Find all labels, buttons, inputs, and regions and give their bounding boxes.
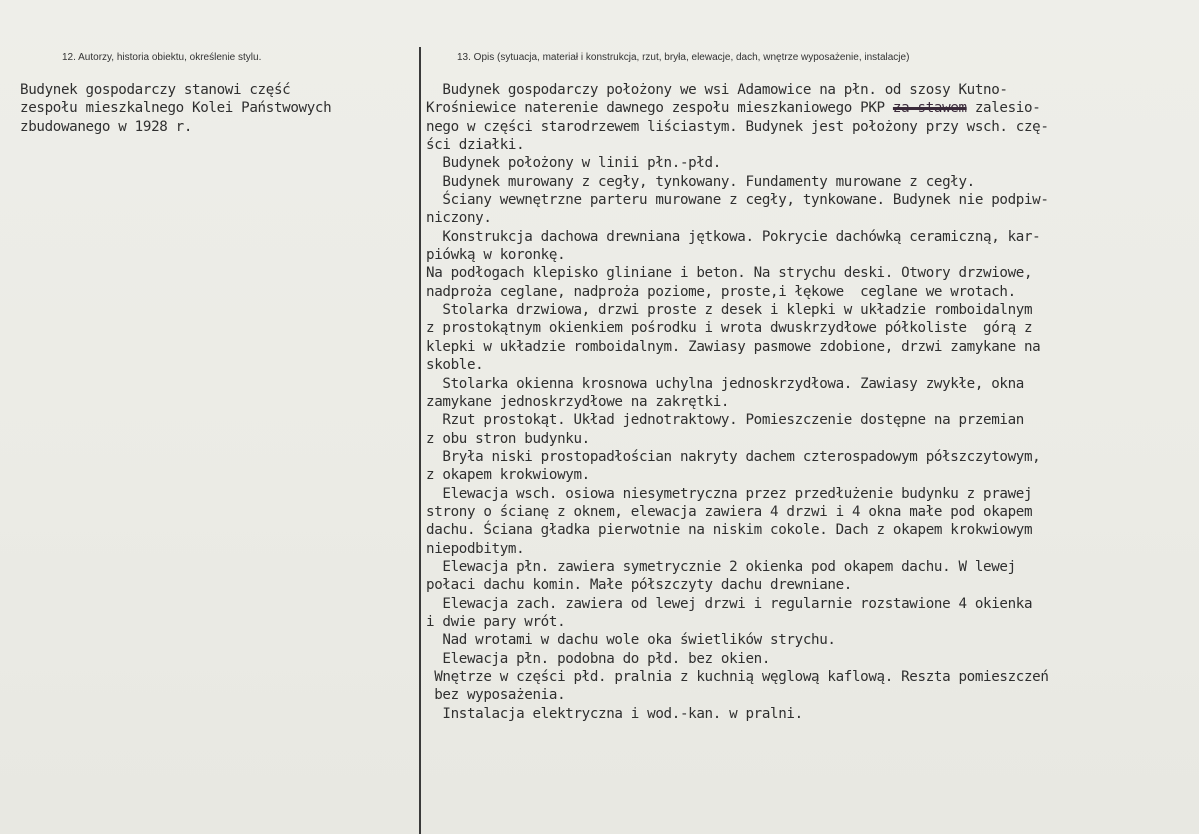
text-line: zespołu mieszkalnego Kolei Państwowych [20,100,332,117]
description-text [426,81,1186,723]
text-line: Na podłogach klepisko gliniane i beton. Na strychu deski. Otwory drzwiowe, [426,265,1033,282]
text-line: Ściany wewnętrzne parteru murowane z cegły, tynkowane. Budynek nie podpiw- [426,192,1049,209]
text-line: Budynek położony w linii płn.-płd. [426,155,721,172]
text-line: Nad wrotami w dachu wole oka świetlików strychu. [426,632,836,649]
text-line: z okapem krokwiowym. [426,467,590,484]
section-13-header: 13. Opis (sytuacja, materiał i konstrukcja, rzut, bryła, elewacje, dach, wnętrze wyposażenie, instalacje) [457,52,910,63]
text-line: niczony. [426,210,492,227]
text-line: Rzut prostokąt. Układ jednotraktowy. Pomieszczenie dostępne na przemian [426,412,1024,429]
text-line: z obu stron budynku. [426,430,590,447]
text-line: i dwie pary wrót. [426,613,566,630]
text-line [426,99,1186,117]
text-line: Elewacja płn. podobna do płd. bez okien. [426,650,771,667]
text-line: Stolarka drzwiowa, drzwi proste z desek i klepki w układzie romboidalnym [426,302,1033,319]
text-line: nego w części starodrzewem liściastym. Budynek jest położony przy wsch. czę- [426,118,1049,135]
authors-history-text [20,81,415,136]
text-line: niepodbitym. [426,540,525,557]
text-line: Budynek gospodarczy położony we wsi Adamowice na płn. od szosy Kutno- [426,82,1008,98]
text-line: dachu. Ściana gładka pierwotnie na niskim cokole. Dach z okapem krokwiowym [426,522,1033,539]
text-line: Konstrukcja dachowa drewniana jętkowa. Pokrycie dachówką ceramiczną, kar- [426,228,1041,245]
text-line: bez wyposażenia. [426,687,566,704]
text-line: nadproża ceglane, nadproża poziome, proste,i łękowe ceglane we wrotach. [426,283,1016,300]
text-line: Elewacja wsch. osiowa niesymetryczna przez przedłużenie budynku z prawej [426,485,1033,502]
text-line: piówką w koronkę. [426,247,566,264]
text-line: Instalacja elektryczna i wod.-kan. w pralni. [426,705,803,722]
section-12-header: 12. Autorzy, historia obiektu, określenie stylu. [62,52,262,63]
text-line: ści działki. [426,137,525,154]
text-line: Budynek gospodarczy stanowi część [20,82,291,98]
text-line: Elewacja zach. zawiera od lewej drzwi i regularnie rozstawione 4 okienka [426,595,1033,612]
text-line: Elewacja płn. zawiera symetrycznie 2 okienka pod okapem dachu. W lewej [426,558,1016,575]
text-line: strony o ścianę z oknem, elewacja zawiera 4 drzwi i 4 okna małe pod okapem [426,503,1033,520]
text-line: skoble. [426,357,484,374]
text-line: połaci dachu komin. Małe półszczyty dachu drewniane. [426,577,852,594]
text-line: Stolarka okienna krosnowa uchylna jednoskrzydłowa. Zawiasy zwykłe, okna [426,375,1024,392]
text-line: klepki w układzie romboidalnym. Zawiasy pasmowe zdobione, drzwi zamykane na [426,338,1041,355]
text-line: zbudowanego w 1928 r. [20,118,193,135]
column-divider [419,47,421,834]
text-line: Bryła niski prostopadłościan nakryty dachem czterospadowym półszczytowym, [426,448,1041,465]
text-line: Wnętrze w części płd. pralnia z kuchnią węglową kaflową. Reszta pomieszczeń [426,669,1049,685]
text-segment: Krośniewice naterenie dawnego zespołu mieszkaniowego PKP [426,100,893,117]
text-line: z prostokątnym okienkiem pośrodku i wrota dwuskrzydłowe półkoliste górą z [426,320,1033,337]
text-line: zamykane jednoskrzydłowe na zakrętki. [426,393,730,410]
text-line: Budynek murowany z cegły, tynkowany. Fundamenty murowane z cegły. [426,173,975,190]
struck-out-text: za stawem [892,100,967,117]
text-segment: zalesio- [966,100,1041,117]
